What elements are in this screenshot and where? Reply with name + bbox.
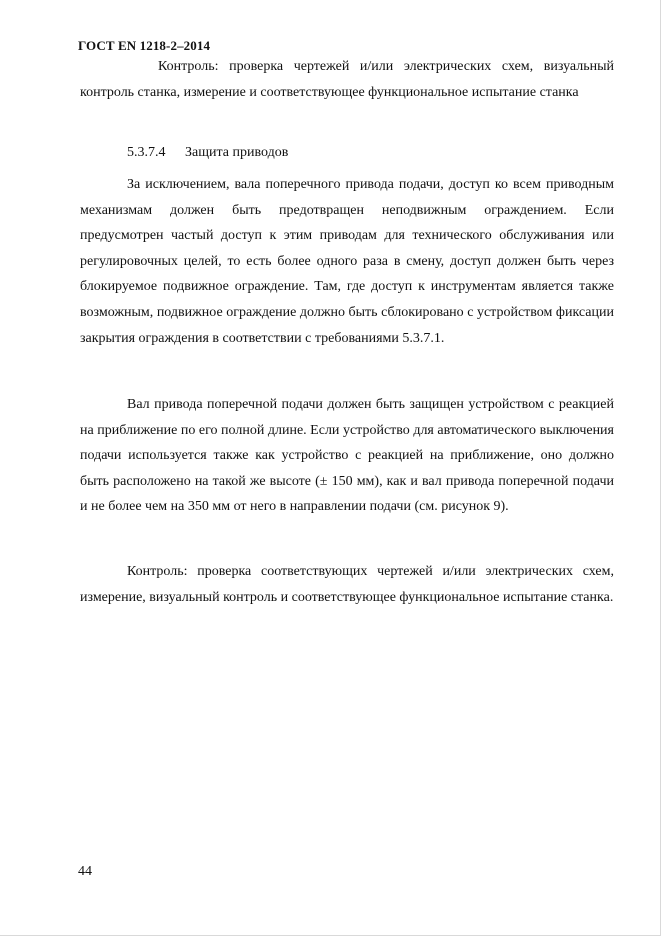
paragraph-feed-shaft: Вал привода поперечной подачи должен быть защищен устройством с реакцией на приближение по его полной длине. Если устройство для автоматического выключения подачи используется также как устройство с реакцией на приближение, оно должно быть расположено на такой же высоте (± 150 мм), как и вал привода поперечной подачи и не более чем на 350 мм от него в направлении подачи (см. рисунок 9). [80,397,614,515]
paragraph-drive-access: За исключением, вала поперечного привода подачи, доступ ко всем приводным механизмам должен быть предотвращен неподвижным ограждением. Если предусмотрен частый доступ к этим приводам для технического обслуживания или регулировочных целей, то есть более одного раза в смену, доступ должен быть через блокируемое подвижное ограждение. Там, где доступ к инструментам является также возможным, подвижное ограждение должно быть сблокировано с устройством фиксации закрытия ограждения в соответствии с требованиями 5.3.7.1. [80,177,614,346]
document-code-header: ГОСТ EN 1218-2–2014 [78,38,211,53]
paragraph-control-1: Контроль: проверка чертежей и/или электрических схем, визуальный контроль станка, измерение и соответствующее функциональное испытание станка [80,59,614,100]
section-number: 5.3.7.4 [127,145,166,160]
paragraph-control-2: Контроль: проверка соответствующих чертежей и/или электрических схем, измерение, визуальный контроль и соответствующее функциональное испытание станка. [80,564,614,605]
section-heading [127,140,288,166]
section-title: Защита приводов [185,145,289,160]
page-number: 44 [78,864,92,879]
